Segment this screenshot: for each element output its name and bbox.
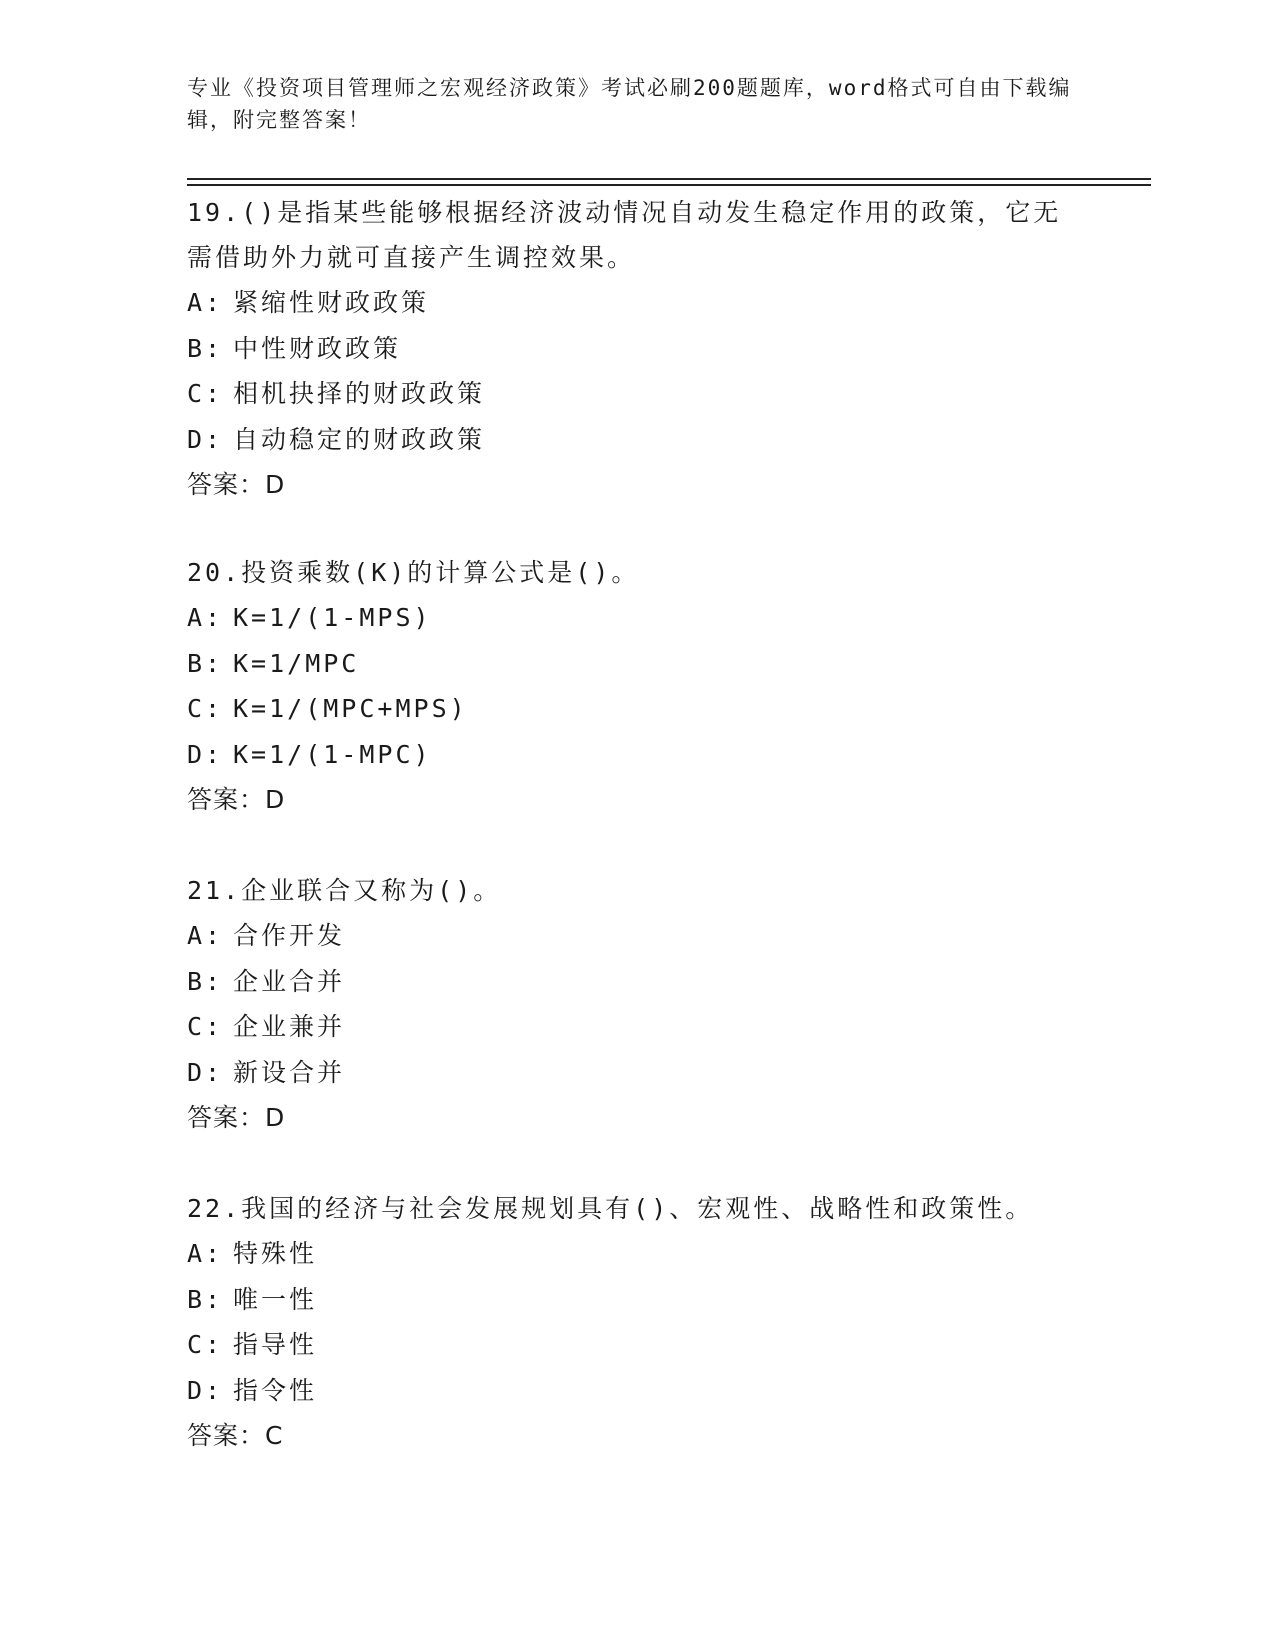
option-letter: A: bbox=[187, 603, 224, 632]
option-b bbox=[187, 641, 1087, 687]
question-stem: 22.我国的经济与社会发展规划具有()、宏观性、战略性和政策性。 bbox=[187, 1194, 1034, 1223]
question-stem: 21.企业联合又称为()。 bbox=[187, 876, 502, 905]
option-letter: A: bbox=[187, 1239, 224, 1268]
answer-line: 答案：D bbox=[187, 1103, 286, 1132]
option-letter: C: bbox=[187, 1330, 224, 1359]
header-divider-top bbox=[187, 178, 1151, 180]
option-a bbox=[187, 595, 1087, 641]
option-text: 新设合并 bbox=[233, 1057, 346, 1087]
option-text: K=1/(1-MPC) bbox=[233, 739, 432, 769]
option-letter: C: bbox=[187, 694, 224, 723]
option-letter: D: bbox=[187, 1057, 224, 1087]
option-text: 自动稳定的财政政策 bbox=[233, 424, 486, 454]
question-stem: 20.投资乘数(K)的计算公式是()。 bbox=[187, 558, 640, 587]
option-a bbox=[187, 280, 1087, 326]
option-text: 指导性 bbox=[233, 1330, 318, 1359]
option-letter: B: bbox=[187, 648, 224, 678]
option-a bbox=[187, 1231, 1087, 1277]
option-letter: C: bbox=[187, 1012, 224, 1041]
option-text: 中性财政政策 bbox=[233, 333, 402, 363]
option-letter: A: bbox=[187, 288, 224, 317]
question-22 bbox=[187, 1186, 1087, 1459]
option-text: 合作开发 bbox=[233, 921, 346, 950]
option-text: 紧缩性财政政策 bbox=[233, 288, 430, 317]
option-b bbox=[187, 1277, 1087, 1323]
question-20 bbox=[187, 550, 1087, 823]
option-text: 唯一性 bbox=[233, 1284, 318, 1314]
option-text: 企业兼并 bbox=[233, 1012, 346, 1041]
answer-line: 答案：D bbox=[187, 470, 286, 499]
question-21 bbox=[187, 868, 1087, 1141]
option-letter: D: bbox=[187, 739, 224, 769]
header-divider-bottom bbox=[187, 184, 1151, 186]
option-b bbox=[187, 959, 1087, 1005]
answer-line: 答案：C bbox=[187, 1421, 284, 1450]
answer-line: 答案：D bbox=[187, 785, 286, 814]
option-letter: D: bbox=[187, 424, 224, 454]
option-text: 指令性 bbox=[233, 1375, 318, 1405]
option-c bbox=[187, 371, 1087, 417]
option-c bbox=[187, 686, 1087, 732]
option-b bbox=[187, 326, 1087, 372]
option-d bbox=[187, 1050, 1087, 1096]
option-a bbox=[187, 913, 1087, 959]
option-text: 相机抉择的财政政策 bbox=[233, 379, 486, 408]
option-text: K=1/MPC bbox=[233, 648, 360, 678]
question-stem: 19.()是指某些能够根据经济波动情况自动发生稳定作用的政策，它无需借助外力就可直接产生调控效果。 bbox=[187, 198, 1062, 272]
option-letter: D: bbox=[187, 1375, 224, 1405]
option-letter: B: bbox=[187, 966, 224, 996]
option-d bbox=[187, 1368, 1087, 1414]
option-letter: C: bbox=[187, 379, 224, 408]
option-text: K=1/(MPC+MPS) bbox=[233, 694, 468, 723]
option-d bbox=[187, 732, 1087, 778]
question-19 bbox=[187, 190, 1087, 508]
option-d bbox=[187, 417, 1087, 463]
option-text: K=1/(1-MPS) bbox=[233, 603, 432, 632]
option-letter: A: bbox=[187, 921, 224, 950]
option-text: 特殊性 bbox=[233, 1239, 318, 1268]
option-c bbox=[187, 1322, 1087, 1368]
option-text: 企业合并 bbox=[233, 966, 346, 996]
option-c bbox=[187, 1004, 1087, 1050]
option-letter: B: bbox=[187, 333, 224, 363]
option-letter: B: bbox=[187, 1284, 224, 1314]
document-header: 专业《投资项目管理师之宏观经济政策》考试必刷200题题库，word格式可自由下载编辑，附完整答案！ bbox=[187, 76, 1072, 132]
